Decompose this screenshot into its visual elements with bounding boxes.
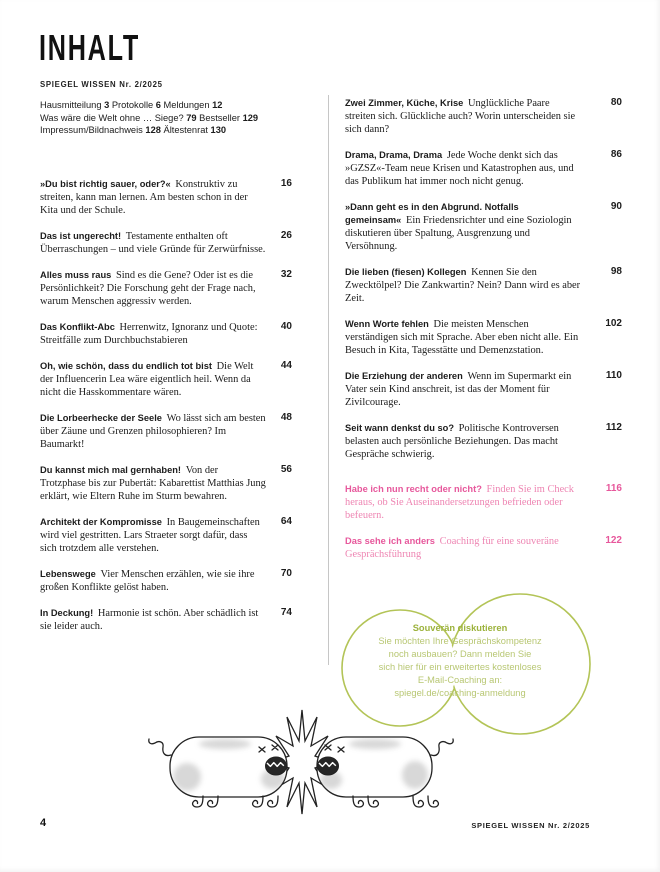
toc-entry-title: Das Konflikt-Abc: [40, 322, 120, 332]
toc-entry-page-number: 32: [280, 269, 292, 280]
toc-entry-title: Das ist ungerecht!: [40, 231, 126, 241]
toc-entry-title: Die Erziehung der anderen: [345, 371, 468, 381]
toc-entry-title: »Du bist richtig sauer, oder?«: [40, 179, 176, 189]
index-page-number: 3: [104, 100, 110, 110]
toc-entry-page-number: 110: [605, 370, 622, 381]
index-label: Meldungen: [160, 100, 213, 110]
toc-entry-text: [345, 535, 581, 561]
toc-entry-title: »Dann geht es in den Abgrund. Notfalls gemeinsam«: [345, 202, 519, 225]
dog-right: [317, 737, 453, 807]
toc-entry-title: Habe ich nun recht oder nicht?: [345, 484, 487, 494]
toc-entry-page-number: 44: [280, 360, 292, 371]
toc-entry: [40, 412, 292, 451]
toc-entry-title: Seit wann denkst du so?: [345, 423, 459, 433]
index-page-number: 128: [145, 125, 161, 136]
page-header: [39, 27, 183, 68]
toc-entry-description: Die Welt der Influencerin Lea wäre eigentlich heil. Wenn da nicht die Hasskommentare wären.: [40, 361, 254, 398]
toc-entry-description: Von der Trotzphase bis zur Pubertät: Kabarettist Matthias Jung erklärt, wie Eltern Ruhe im Sturm bewahren.: [40, 465, 266, 502]
page-title: INHALT: [39, 27, 141, 68]
toc-entry: [40, 607, 292, 633]
dog-left-mouth: [266, 757, 287, 775]
toc-entry-description: Ein Friedensrichter und eine Soziologin diskutieren über Spaltung, Ausgrenzung und Versöhnung.: [345, 215, 572, 252]
index-page-number: 79: [186, 112, 197, 123]
toc-entry: [345, 97, 622, 136]
toc-entry-description: Kennen Sie den Zwecktölpel? Die Zankwartin? Nein? Dann wird es aber Zeit.: [345, 267, 581, 304]
dog-left: [149, 737, 287, 807]
toc-entry: [345, 201, 622, 253]
toc-entry: [345, 370, 622, 409]
toc-entry-description: Vier Menschen erzählen, wie sie ihre großen Konflikte gelöst haben.: [40, 569, 255, 593]
toc-entry-title: Du kannst mich mal gernhaben!: [40, 465, 186, 475]
bubble-line: Sie möchten Ihre Gesprächskompetenz: [378, 636, 542, 646]
toc-entry-title: Wenn Worte fehlen: [345, 319, 434, 329]
toc-entry-page-number: 40: [280, 321, 292, 332]
toc-entry: [345, 483, 622, 522]
toc-entry-text: [40, 412, 266, 451]
toc-entry-title: In Deckung!: [40, 608, 98, 618]
index-label: Ältestenrat: [160, 125, 211, 136]
coaching-note-title: Souverän diskutieren: [412, 623, 508, 633]
toc-entry-title: Die lieben (fiesen) Kollegen: [345, 267, 472, 277]
dogs-clash-illustration: [125, 695, 505, 823]
index-label: Bestseller: [196, 112, 243, 123]
toc-entry-title: Drama, Drama, Drama: [345, 150, 447, 160]
toc-entry-description: Wo lässt sich am besten über Zäune und Grenzen philosophieren? Im Baumarkt!: [40, 413, 266, 450]
coaching-note: [347, 622, 573, 700]
toc-entry-title: Lebenswege: [40, 569, 101, 579]
index-label: Was wäre die Welt ohne … Siege?: [40, 112, 187, 123]
toc-entry-description: Die meisten Menschen verständigen sich mit Sprache. Aber eben nicht alle. Ein Besuch in Kita, Tagesstätte und Demenzstation.: [345, 319, 579, 356]
index-page-number: 6: [155, 100, 161, 110]
toc-entry-description: Testamente enthalten oft Überraschungen – und viele Gründe für Zerwürfnisse.: [40, 231, 266, 255]
toc-entry-text: [40, 269, 266, 308]
toc-entry-page-number: 80: [610, 97, 622, 108]
index-page-number: 129: [242, 112, 259, 123]
toc-entry-title: Architekt der Kompromisse: [40, 517, 167, 527]
toc-right-column: [345, 97, 622, 574]
toc-entry: [40, 269, 292, 308]
toc-entry: [345, 149, 622, 188]
toc-entry-page-number: 116: [605, 483, 622, 494]
index-label: Impressum/Bildnachweis: [40, 125, 146, 136]
toc-entry-text: [345, 149, 581, 188]
toc-entry: [345, 318, 622, 357]
toc-entry-page-number: 56: [280, 464, 292, 475]
toc-entry: [345, 266, 622, 305]
toc-entry-page-number: 102: [605, 318, 622, 329]
toc-entry-title: Oh, wie schön, dass du endlich tot bist: [40, 361, 217, 371]
toc-entry: [40, 178, 292, 217]
toc-entry: [40, 321, 292, 347]
toc-entry-title: Alles muss raus: [40, 270, 116, 280]
toc-entry-description: Jede Woche denkt sich das »GZSZ«-Team neue Krisen und Katastrophen aus, und das Publikum hat immer noch nicht genug.: [345, 150, 574, 187]
toc-left-column: [40, 178, 292, 646]
toc-entry-text: [345, 266, 581, 305]
toc-entry-text: [345, 422, 581, 461]
toc-entry-title: Zwei Zimmer, Küche, Krise: [345, 98, 468, 108]
toc-entry-title: Die Lorbeerhecke der Seele: [40, 413, 167, 423]
toc-entry-text: [40, 568, 266, 594]
toc-entry-text: [40, 178, 266, 217]
toc-entry-description: Unglückliche Paare streiten sich. Glückliche auch? Worin unterscheiden sie sich dann?: [345, 98, 576, 135]
toc-entry-description: Finden Sie im Check heraus, ob Sie Auseinandersetzungen befrieden oder befeuern.: [345, 484, 574, 521]
toc-entry-text: [345, 483, 581, 522]
toc-entry-page-number: 74: [280, 607, 292, 618]
toc-entry-description: Konstruktiv zu streiten, kann man lernen. Am besten schon in der Kita und der Schule.: [40, 179, 248, 216]
toc-entry-text: [40, 516, 266, 555]
index-line: [40, 124, 258, 137]
dog-right-mouth: [318, 757, 339, 775]
index-line: [40, 112, 258, 125]
toc-entry-text: [345, 318, 581, 357]
toc-entry-text: [345, 97, 581, 136]
index-label: Hausmitteilung: [40, 100, 105, 110]
toc-entry-text: [40, 321, 266, 347]
toc-entry-description: Herrenwitz, Ignoranz und Quote: Streitfälle zum Durchbuchstabieren: [40, 322, 258, 346]
bubble-line: E-Mail-Coaching an:: [417, 675, 503, 685]
toc-entry: [345, 422, 622, 461]
index-page-number: 12: [212, 100, 223, 110]
column-divider: [328, 95, 329, 665]
bubble-line: noch ausbauen? Dann melden Sie: [388, 649, 532, 659]
toc-entry-description: Politische Kontroversen belasten auch persönliche Beziehungen. Das macht Gespräche schwierig.: [345, 423, 559, 460]
toc-entry-page-number: 48: [280, 412, 292, 423]
issue-index: [40, 99, 258, 137]
toc-entry: [40, 464, 292, 503]
toc-entry-page-number: 86: [610, 149, 622, 160]
toc-entry: [40, 516, 292, 555]
toc-entry-title: Das sehe ich anders: [345, 536, 440, 546]
toc-entry-text: [40, 360, 266, 399]
toc-entry-text: [40, 464, 266, 503]
index-label: Protokolle: [109, 100, 156, 110]
index-page-number: 130: [210, 125, 227, 136]
bubble-line: sich hier für ein erweitertes kostenloses: [378, 662, 542, 672]
bubble-line: spiegel.de/coaching-anmeldung: [394, 688, 526, 698]
toc-entry-text: [40, 607, 266, 633]
index-line: [40, 99, 258, 112]
bubble-body: [347, 635, 573, 700]
toc-entry-page-number: 98: [610, 266, 622, 277]
toc-entry-page-number: 90: [610, 201, 622, 212]
footer-edition: SPIEGEL WISSEN Nr. 2/2025: [471, 821, 590, 830]
toc-entry-page-number: 26: [280, 230, 292, 241]
toc-entry-text: [40, 230, 266, 256]
toc-entry-description: Sind es die Gene? Oder ist es die Persönlichkeit? Die Forschung geht der Frage nach, warum Menschen aggressiv werden.: [40, 270, 256, 307]
toc-entry-page-number: 70: [280, 568, 292, 579]
toc-entry-text: [345, 201, 581, 253]
toc-entry-page-number: 112: [605, 422, 622, 433]
toc-entry: [345, 535, 622, 561]
toc-entry-text: [345, 370, 581, 409]
toc-entry-description: Wenn im Supermarkt ein Vater sein Kind anschreit, ist das der Moment für Zivilcourage.: [345, 371, 572, 408]
toc-entry-page-number: 122: [605, 535, 622, 546]
page-number: 4: [40, 817, 47, 829]
toc-entry-page-number: 16: [280, 178, 292, 189]
toc-entry-description: Coaching für eine souveräne Gesprächsführung: [345, 536, 559, 560]
toc-entry-description: Harmonie ist schön. Aber schädlich ist sie leider auch.: [40, 608, 259, 632]
toc-entry-description: In Baugemeinschaften wird viel gestritten. Lars Straeter sorgt dafür, dass sich trotzdem alle verstehen.: [40, 517, 260, 554]
toc-entry: [40, 568, 292, 594]
toc-entry: [40, 230, 292, 256]
edition-line: SPIEGEL WISSEN Nr. 2/2025: [40, 80, 163, 89]
toc-entry: [40, 360, 292, 399]
toc-entry-page-number: 64: [280, 516, 292, 527]
